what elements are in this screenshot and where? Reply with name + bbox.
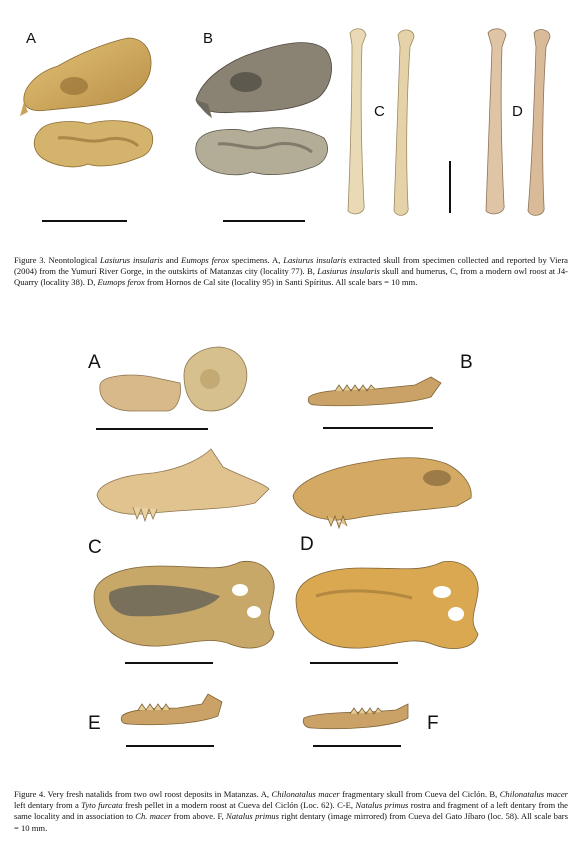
fig4-scale-bar-d — [310, 662, 398, 664]
fig4-scale-bar-f — [313, 745, 401, 747]
fig3-caption-segment: Lasiurus insularis — [100, 255, 164, 265]
fig3-scale-bar-a — [42, 220, 127, 222]
fig4-caption — [14, 789, 568, 834]
fig4-specimen-e — [118, 692, 228, 728]
fig4-scale-bar-c — [125, 662, 213, 664]
fig4-caption-segment: Natalus primus — [355, 800, 409, 811]
fig4-label-e: E — [88, 713, 101, 734]
fig3-label-b: B — [203, 30, 214, 47]
fig4-label-d: D — [300, 534, 314, 555]
fig4-scale-bar-e — [126, 745, 214, 747]
fig4-caption-segment: Figure 4. Very fresh natalids from two owl roost deposits in Matanzas. A, — [14, 789, 272, 799]
fig3-caption — [14, 255, 568, 289]
fig4-specimen-d-lateral — [287, 452, 477, 532]
fig4-specimen-c-ventral — [90, 556, 280, 656]
fig3-caption-segment: Lasiurus insularis — [317, 266, 380, 277]
fig4-label-f: F — [427, 713, 439, 734]
fig4-scale-bar-a — [96, 428, 208, 430]
fig3-specimen-a — [18, 32, 158, 212]
fig4-caption-segment: Ch. macer — [135, 811, 172, 822]
fig4-label-c: C — [88, 537, 102, 558]
fig4-caption-segment: from above. F, — [171, 811, 227, 822]
fig3-caption-segment: specimens. A, — [228, 255, 284, 265]
fig3-caption-segment: Eumops ferox — [181, 255, 229, 265]
fig3-label-a: A — [26, 30, 37, 47]
fig4-specimen-a — [92, 345, 252, 415]
fig4-label-a: A — [88, 352, 101, 373]
fig3-caption-segment: Eumops ferox — [97, 277, 145, 288]
fig3-scale-bar-c — [449, 161, 451, 213]
fig4-scale-bar-b — [323, 427, 433, 429]
fig4-specimen-b — [305, 375, 445, 410]
fig3-specimen-d-humeri — [480, 25, 560, 223]
fig4-caption-segment: left dentary from a — [14, 800, 82, 811]
fig3-caption-segment: from Hornos de Cal site (locality 95) in Santi Spíritus. All scale bars = 10 mm. — [144, 277, 418, 288]
fig4-label-b: B — [460, 352, 473, 373]
fig4-caption-segment: fresh pellet in a modern roost at Cueva del Ciclón (Loc. 62). C-E, — [122, 800, 356, 811]
fig3-label-d: D — [512, 103, 523, 120]
fig4-caption-segment: Chilonatalus macer — [499, 789, 568, 799]
fig4-specimen-f — [300, 700, 412, 732]
fig3-label-c: C — [374, 103, 385, 120]
fig3-specimen-b — [186, 34, 336, 209]
fig3-specimen-c-humeri — [340, 25, 430, 223]
fig4-caption-segment: right dentary (image mirrored) from Cueva del Gato Jíbaro (loc. 58). All scale bars = 10 mm. — [14, 811, 568, 833]
fig4-caption-segment: rostra and fragment of a left dentary from the same locality and in association to — [14, 800, 568, 822]
fig3-scale-bar-b — [223, 220, 305, 222]
fig3-caption-segment: and — [163, 255, 182, 265]
fig4-caption-segment: Tyto furcata — [81, 800, 123, 811]
fig4-specimen-d-ventral — [292, 556, 482, 656]
fig4-caption-segment: Chilonatalus macer — [271, 789, 340, 799]
fig3-caption-segment: skull and humerus, C, from a modern owl roost at J4-Quarry (locality 38). D, — [14, 266, 568, 288]
fig4-caption-segment: Natalus primus — [226, 811, 279, 822]
fig4-specimen-c-lateral — [93, 447, 273, 527]
fig3-caption-segment: extracted skull from specimen collected and reported by Viera (2004) from the Yumurí River Gorge, in the outskirts of Matanzas city (locality 77). B, — [14, 255, 568, 277]
fig3-caption-segment: Lasiurus insularis — [283, 255, 347, 265]
fig4-caption-segment: fragmentary skull from Cueva del Ciclón. B, — [339, 789, 500, 799]
fig3-caption-segment: Figure 3. Neontological — [14, 255, 101, 265]
